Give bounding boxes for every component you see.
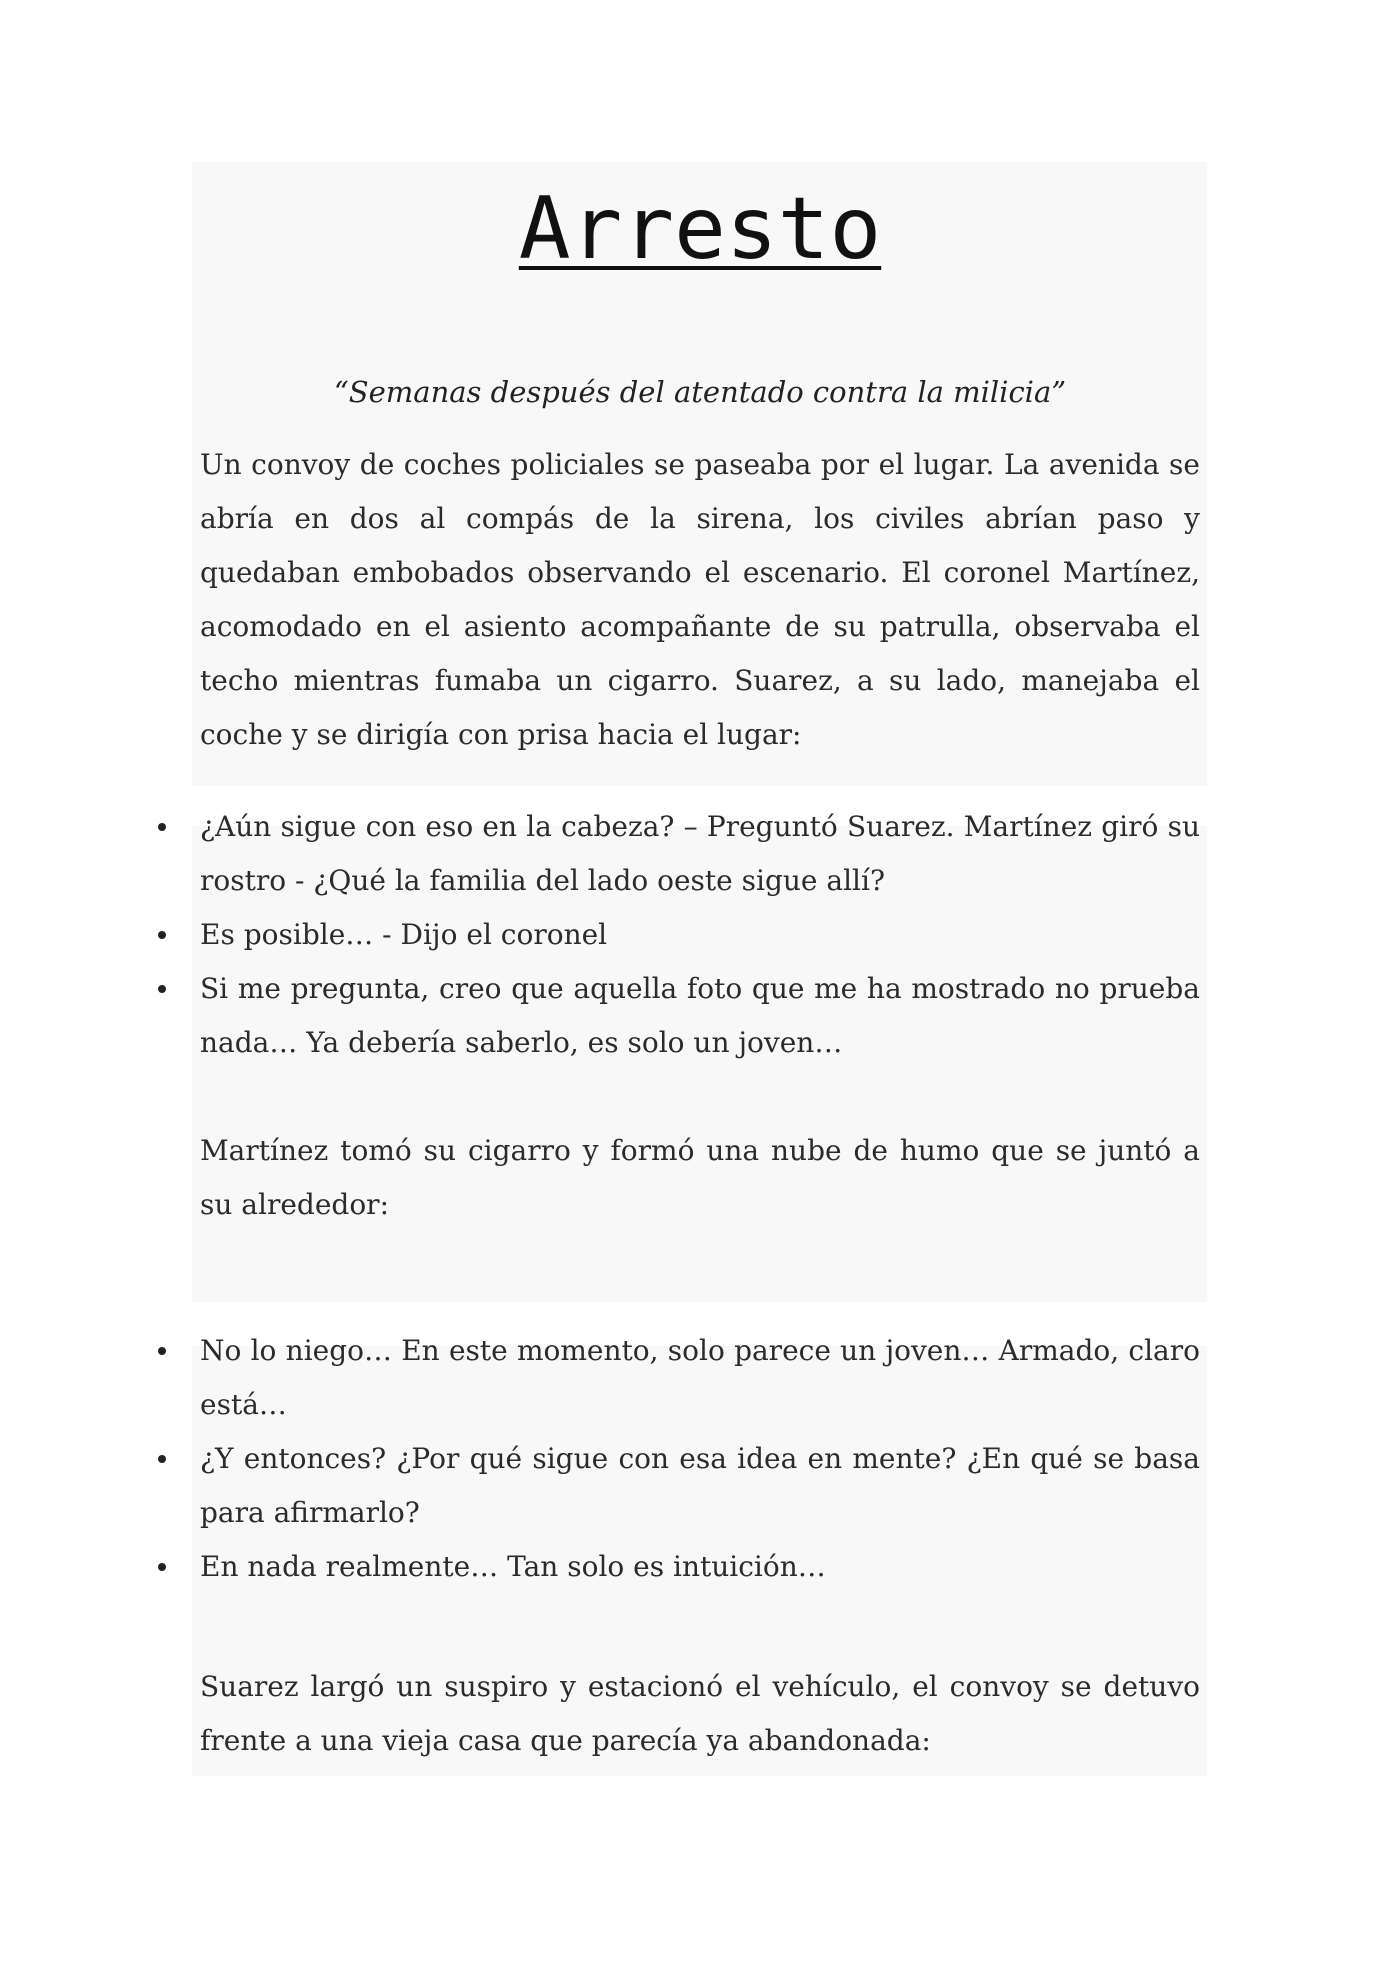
chapter-subtitle: “Semanas después del atentado contra la milicia” — [333, 375, 1067, 409]
dialog-list — [200, 800, 1200, 1070]
bullet-icon — [158, 1563, 166, 1571]
paragraph: Suarez largó un suspiro y estacionó el vehículo, el convoy se detuvo frente a una vieja casa que parecía ya abandonada: — [200, 1670, 1200, 1757]
dialog-text: En nada realmente… Tan solo es intuición… — [200, 1550, 826, 1583]
dialog-line — [200, 1432, 1200, 1540]
dialog-text: ¿Aún sigue con eso en la cabeza? – Preguntó Suarez. Martínez giró su rostro - ¿Qué la familia del lado oeste sigue allí? — [200, 810, 1200, 897]
dialog-list — [200, 1324, 1200, 1594]
dialog-line — [200, 1324, 1200, 1432]
dialog-text: Si me pregunta, creo que aquella foto que me ha mostrado no prueba nada… Ya debería saberlo, es solo un joven… — [200, 972, 1200, 1059]
bullet-icon — [158, 823, 166, 831]
bullet-icon — [158, 1455, 166, 1463]
paragraph: Un convoy de coches policiales se paseaba por el lugar. La avenida se abría en dos al compás de la sirena, los civiles abrían paso y quedaban embobados observando el escenario. El coronel Martínez, acomodado en el asiento acompañante de su patrulla, observaba el techo mientras fumaba un cigarro. Suarez, a su lado, manejaba el coche y se dirigía con prisa hacia el lugar: — [200, 448, 1200, 751]
dialog-line — [200, 800, 1200, 908]
paragraph: Martínez tomó su cigarro y formó una nube de humo que se juntó a su alrededor: — [200, 1134, 1200, 1221]
bullet-icon — [158, 1347, 166, 1355]
dialog-text: ¿Y entonces? ¿Por qué sigue con esa idea en mente? ¿En qué se basa para afirmarlo? — [200, 1442, 1200, 1529]
dialog-line — [200, 1540, 1200, 1594]
bullet-icon — [158, 931, 166, 939]
dialog-text: No lo niego… En este momento, solo parece un joven… Armado, claro está… — [200, 1334, 1200, 1421]
chapter-title — [0, 174, 1400, 284]
bullet-icon — [158, 985, 166, 993]
chapter-title-text: Arresto — [518, 179, 882, 279]
dialog-text: Es posible… - Dijo el coronel — [200, 918, 608, 951]
dialog-line — [200, 962, 1200, 1070]
dialog-line — [200, 908, 1200, 962]
